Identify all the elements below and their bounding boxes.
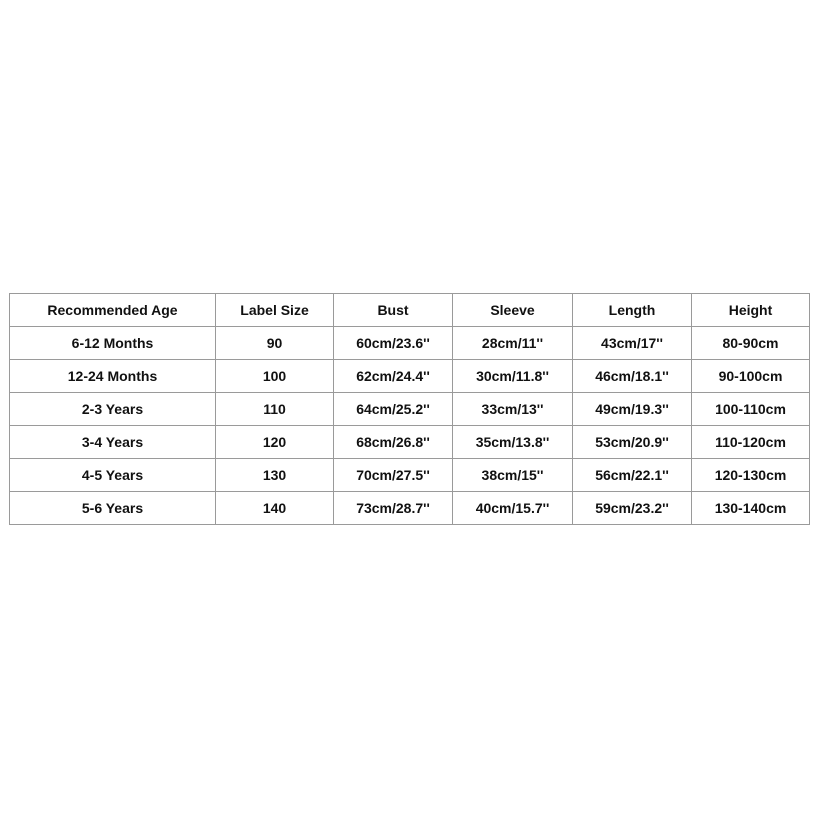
cell-height: 130-140cm (692, 492, 810, 525)
cell-sleeve: 28cm/11'' (453, 327, 573, 360)
cell-sleeve: 33cm/13'' (453, 393, 573, 426)
cell-length: 46cm/18.1'' (573, 360, 692, 393)
table-row (10, 426, 810, 459)
cell-height: 80-90cm (692, 327, 810, 360)
cell-bust: 73cm/28.7'' (334, 492, 453, 525)
cell-length: 43cm/17'' (573, 327, 692, 360)
cell-recommended-age: 3-4 Years (10, 426, 216, 459)
cell-height: 120-130cm (692, 459, 810, 492)
cell-length: 56cm/22.1'' (573, 459, 692, 492)
table-row (10, 360, 810, 393)
cell-bust: 64cm/25.2'' (334, 393, 453, 426)
header-height: Height (692, 294, 810, 327)
header-bust: Bust (334, 294, 453, 327)
cell-label-size: 140 (216, 492, 334, 525)
cell-recommended-age: 4-5 Years (10, 459, 216, 492)
cell-height: 110-120cm (692, 426, 810, 459)
cell-recommended-age: 6-12 Months (10, 327, 216, 360)
cell-recommended-age: 5-6 Years (10, 492, 216, 525)
cell-sleeve: 38cm/15'' (453, 459, 573, 492)
cell-height: 100-110cm (692, 393, 810, 426)
header-sleeve: Sleeve (453, 294, 573, 327)
table-row (10, 459, 810, 492)
cell-length: 53cm/20.9'' (573, 426, 692, 459)
cell-recommended-age: 2-3 Years (10, 393, 216, 426)
cell-label-size: 130 (216, 459, 334, 492)
cell-bust: 68cm/26.8'' (334, 426, 453, 459)
cell-label-size: 110 (216, 393, 334, 426)
header-recommended-age: Recommended Age (10, 294, 216, 327)
cell-length: 59cm/23.2'' (573, 492, 692, 525)
cell-length: 49cm/19.3'' (573, 393, 692, 426)
cell-bust: 70cm/27.5'' (334, 459, 453, 492)
cell-label-size: 90 (216, 327, 334, 360)
header-label-size: Label Size (216, 294, 334, 327)
cell-label-size: 120 (216, 426, 334, 459)
table-row (10, 327, 810, 360)
header-length: Length (573, 294, 692, 327)
cell-bust: 62cm/24.4'' (334, 360, 453, 393)
cell-height: 90-100cm (692, 360, 810, 393)
header-row (10, 294, 810, 327)
size-chart-table (9, 293, 810, 525)
cell-recommended-age: 12-24 Months (10, 360, 216, 393)
cell-label-size: 100 (216, 360, 334, 393)
table-row (10, 393, 810, 426)
cell-bust: 60cm/23.6'' (334, 327, 453, 360)
cell-sleeve: 40cm/15.7'' (453, 492, 573, 525)
cell-sleeve: 35cm/13.8'' (453, 426, 573, 459)
cell-sleeve: 30cm/11.8'' (453, 360, 573, 393)
table-row (10, 492, 810, 525)
